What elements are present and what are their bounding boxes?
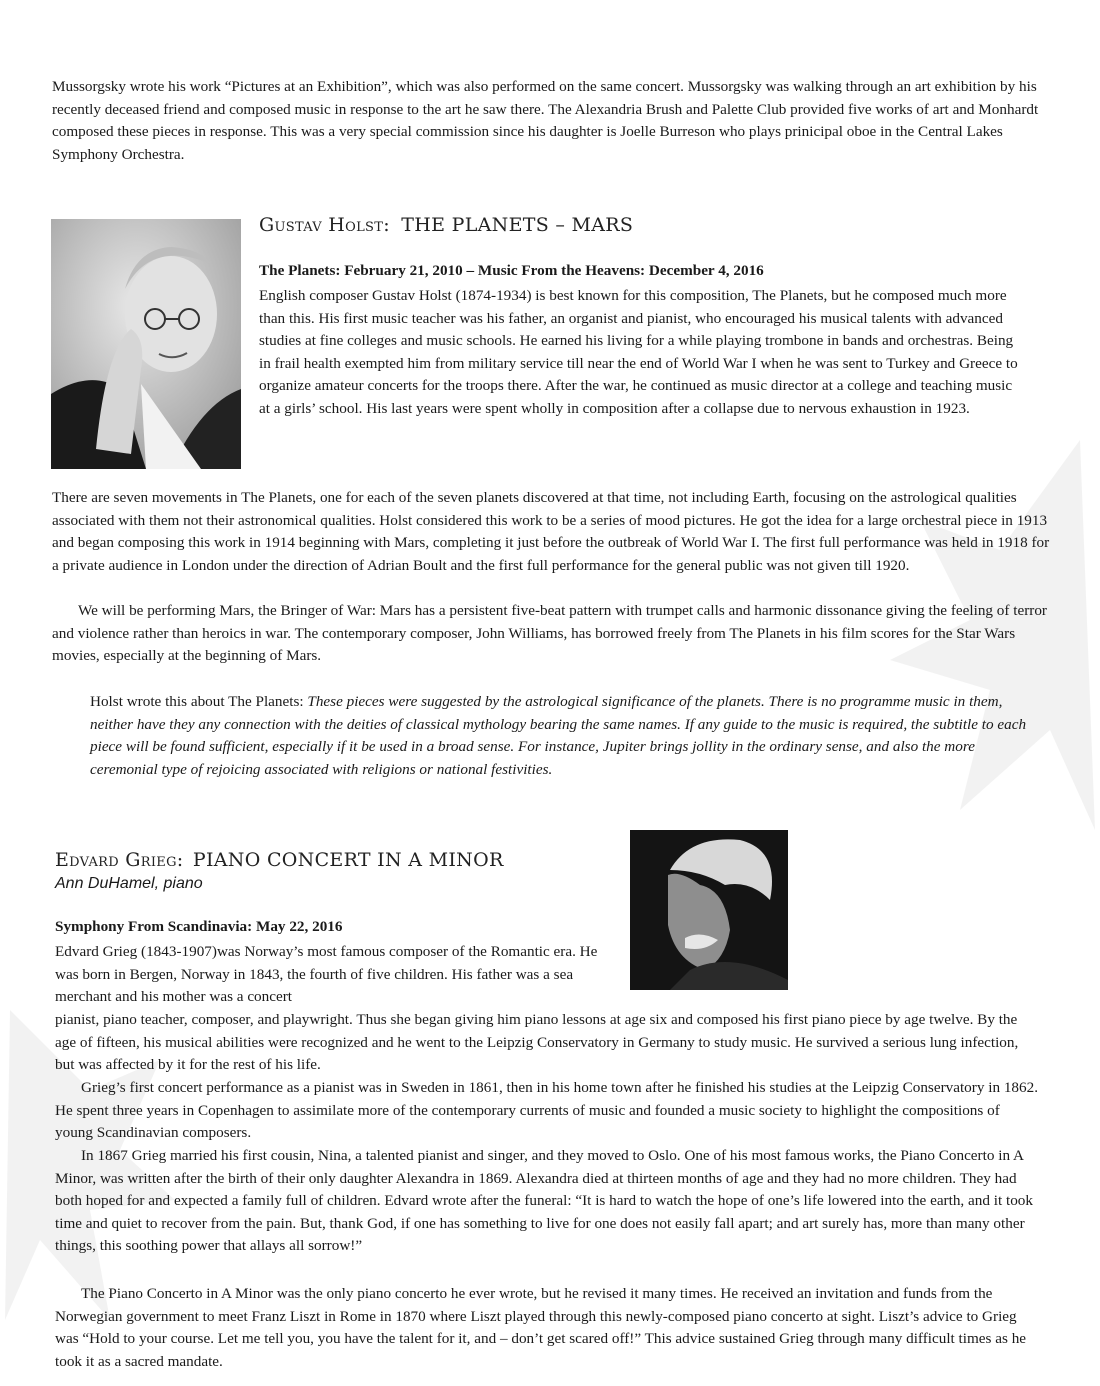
- holst-mars-paragraph: We will be performing Mars, the Bringer of War: Mars has a persistent five-beat pattern with trumpet calls and harmonic dissonance giving the feeling of terror and violence rather than heroics in war. The contemporary composer, John Williams, has borrowed freely from The Planets in his film scores for the Star Wars movies, especially at the beginning of Mars.: [52, 602, 1047, 665]
- grieg-paragraph-4: The Piano Concerto in A Minor was the only piano concerto he ever wrote, but he revised it many times. He received an invitation and funds from the Norwegian government to meet Franz Liszt in Rome in 1870 where Liszt played through this newly-composed piano concerto at sight. Liszt’s advice to Grieg was “Hold to your course. Let me tell you, you have the talent for it, and – don’t get scared off!” This advice sustained Grieg through many difficult times as he took it as a sacred mandate.: [55, 1285, 1027, 1370]
- grieg-section-heading: [55, 849, 504, 871]
- intro-paragraph: Mussorgsky wrote his work “Pictures at an Exhibition”, which was also performed on the same concert. Mussorgsky was walking through an art exhibition by his recently deceased friend and composed music in response to the art he saw there. The Alexandria Brush and Palette Club provided five works of art and Monhardt composed these pieces in response. This was a very special commission since his daughter is Joelle Burreson who plays prinicipal oboe in the Central Lakes Symphony Orchestra.: [52, 78, 1039, 163]
- gustav-holst-portrait: [51, 219, 241, 469]
- edvard-grieg-portrait: [630, 830, 788, 990]
- holst-quote-block: [90, 691, 1035, 781]
- grieg-performance-dates: Symphony From Scandinavia: May 22, 2016: [55, 918, 343, 935]
- grieg-performer: Ann DuHamel, piano: [55, 875, 203, 892]
- grieg-paragraph-2: Grieg’s first concert performance as a pianist was in Sweden in 1861, then in his home town after he finished his studies at the Leipzig Conservatory in 1862. He spent three years in Copenhagen to assimilate more of the contemporary currents of music and founded a music society to highlight the compositions of young Scandinavian composers.: [55, 1079, 1039, 1142]
- grieg-paragraph-3: In 1867 Grieg married his first cousin, Nina, a talented pianist and singer, and they moved to Oslo. One of his most famous works, the Piano Concerto in A Minor, was written after the birth of their only daughter Alexandra in 1869. Alexandra died at thirteen months of age and they had no more children. They had both hoped for and expected a family full of children. Edvard wrote after the funeral: “It is hard to watch the hope of one’s life lowered into the earth, and it took time and quiet to recover from the pain. But, thank God, if one has something to live for one does not easily fall apart; and art surely has, more than many other things, this soothing power that allays all sorrow!”: [55, 1147, 1033, 1255]
- holst-planets-paragraph: There are seven movements in The Planets, one for each of the seven planets discovered at that time, not including Earth, focusing on the astrological qualities associated with them not their astronomical qualities. Holst considered this work to be a series of mood pictures. He got the idea for a large orchestral piece in 1913 and began composing this work in 1914 beginning with Mars, completing it just before the outbreak of World War I. The first full performance was held in 1918 for a private audience in London under the direction of Adrian Boult and the first full performance for the general public was not given till 1920.: [52, 489, 1050, 574]
- holst-quote-text: These pieces were suggested by the astrological significance of the planets. There is no programme music in them, neither have they any connection with the deities of classical mythology bearing the same names. If any guide to the music is required, the subtitle to each piece will be found sufficient, especially if it be used in a broad sense. For instance, Jupiter brings jollity in the ordinary sense, and also the more ceremonial type of rejoicing associated with religions or national festivities.: [90, 693, 1027, 778]
- holst-work-title: THE PLANETS – MARS: [401, 214, 634, 236]
- holst-composer-name: Gustav Holst:: [259, 214, 390, 236]
- holst-quote-intro: Holst wrote this about The Planets:: [90, 693, 304, 710]
- grieg-composer-name: Edvard Grieg:: [55, 849, 184, 871]
- holst-performance-dates: The Planets: February 21, 2010 – Music From the Heavens: December 4, 2016: [259, 262, 764, 279]
- grieg-work-title: PIANO CONCERT IN A MINOR: [192, 849, 504, 871]
- grieg-paragraph-1-top: Edvard Grieg (1843-1907)was Norway’s most famous composer of the Romantic era. He was born in Bergen, Norway in 1843, the fourth of five children. His father was a sea merchant and his mother was a concert: [55, 943, 598, 1006]
- grieg-paragraph-1-rest: pianist, piano teacher, composer, and playwright. Thus she began giving him piano lessons at age six and composed his first piano piece by age twelve. By the age of fifteen, his musical abilities were recognized and he went to the Leipzig Conservatory in Germany to study music. He survived a serious lung infection, but was affected by it for the rest of his life.: [55, 1011, 1019, 1074]
- holst-section-heading: [259, 214, 633, 236]
- holst-biography: English composer Gustav Holst (1874-1934) is best known for this composition, The Planets, but he composed much more than this. His first music teacher was his father, an organist and pianist, who encouraged his musical talents with advanced studies at fine colleges and music schools. He earned his living for a while playing trombone in bands and orchestras. Being in frail health exempted him from military service till near the end of World War I when he was sent to Turkey and Greece to organize amateur concerts for the troops there. After the war, he continued as music director at a college and teaching music at a girls’ school. His last years were spent wholly in composition after a collapse due to nervous exhaustion in 1923.: [259, 287, 1018, 417]
